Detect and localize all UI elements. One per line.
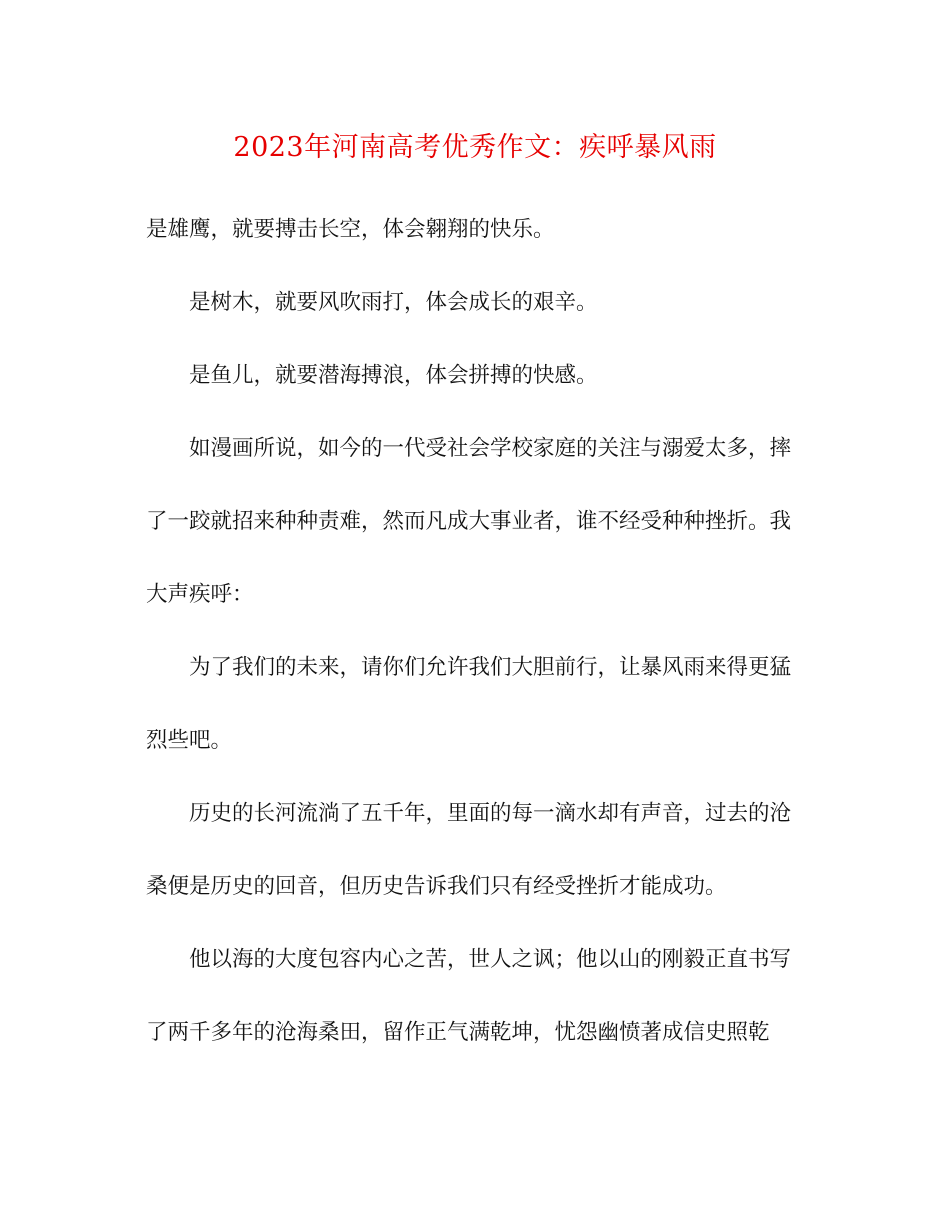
text-line: 桑便是历史的回音，但历史告诉我们只有经受挫折才能成功。 (146, 874, 727, 899)
text-line: 烈些吧。 (146, 728, 233, 753)
text-line: 了一跤就招来种种责难，然而凡成大事业者，谁不经受种种挫折。我 (146, 509, 792, 534)
text-line: 大声疾呼： (146, 582, 254, 607)
text-line: 了两千多年的沧海桑田，留作正气满乾坤，忧怨幽愤著成信史照乾 (146, 1020, 770, 1045)
text-line: 是雄鹰，就要搏击长空，体会翱翔的快乐。 (146, 217, 555, 242)
text-line: 为了我们的未来，请你们允许我们大胆前行，让暴风雨来得更猛 (189, 655, 792, 680)
text-line: 他以海的大度包容内心之苦，世人之讽；他以山的刚毅正直书写 (189, 947, 792, 972)
document-title: 2023年河南高考优秀作文：疾呼暴风雨 (233, 132, 717, 163)
text-line: 历史的长河流淌了五千年，里面的每一滴水却有声音，过去的沧 (189, 801, 792, 826)
text-line: 如漫画所说，如今的一代受社会学校家庭的关注与溺爱太多，摔 (189, 436, 792, 461)
text-line: 是树木，就要风吹雨打，体会成长的艰辛。 (189, 290, 598, 315)
text-line: 是鱼儿，就要潜海搏浪，体会拼搏的快感。 (189, 363, 598, 388)
